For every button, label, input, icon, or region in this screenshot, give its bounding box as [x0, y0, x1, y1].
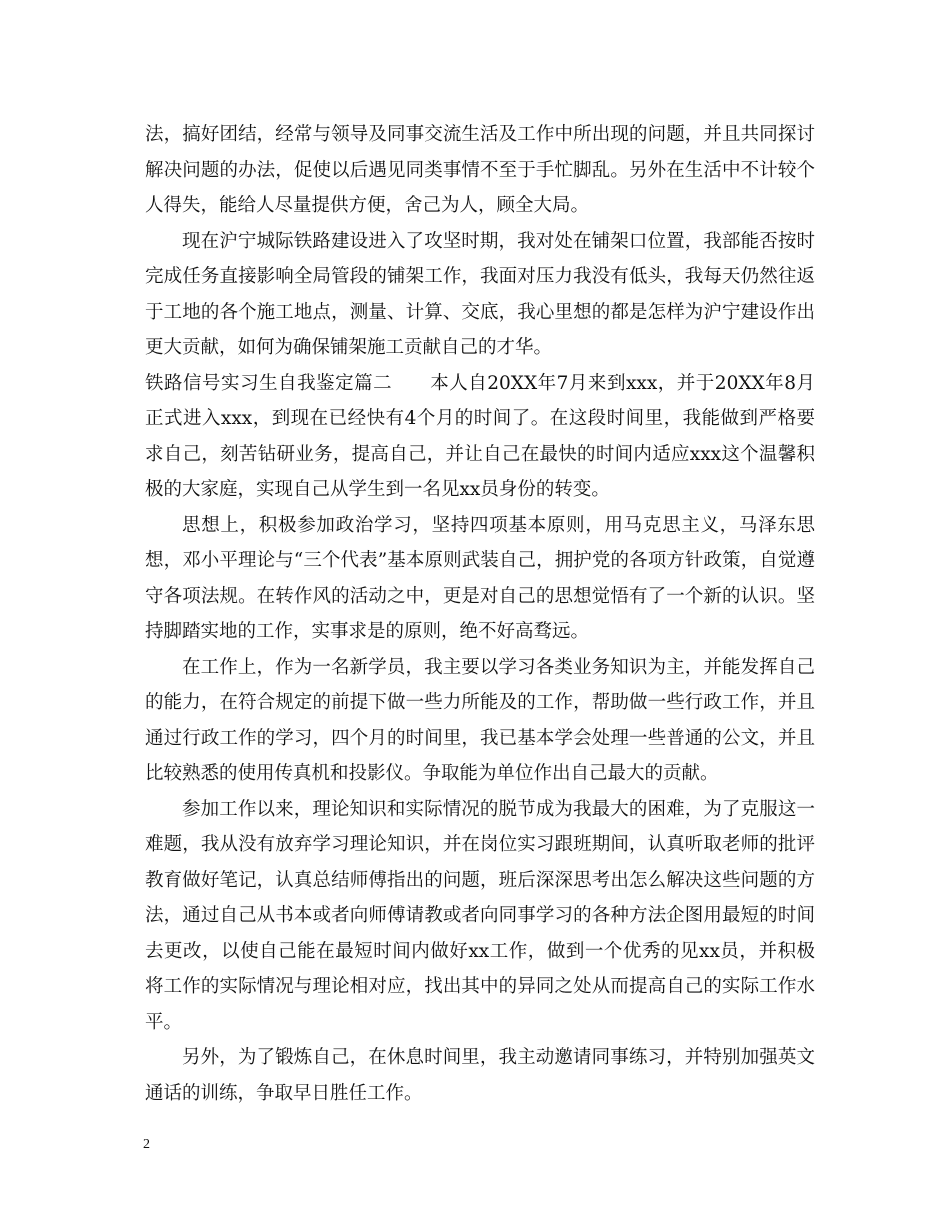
paragraph-continued: 法，搞好团结，经常与领导及同事交流生活及工作中所出现的问题，并且共同探讨解决问题的办法，促使以后遇见同类事情不至于手忙脚乱。另外在生活中不计较个人得失，能给人尽量提供方便，舍己为人，顾全大局。: [145, 124, 815, 216]
paragraph-difficulties: 参加工作以来，理论知识和实际情况的脱节成为我最大的困难，为了克服这一难题，我从没有放弃学习理论知识，并在岗位实习跟班期间，认真听取老师的批评教育做好笔记，认真总结师傅指出的问题，班后深深思考出怎么解决这些问题的方法，通过自己从书本或者向师傅请教或者向同事学习的各种方法企图用最短的时间去更改，以使自己能在最短时间内做好xx工作，做到一个优秀的见xx员，并积极将工作的实际情况与理论相对应，找出其中的异同之处从而提高自己的实际工作水平。: [145, 798, 815, 1033]
paragraph-ideology: 思想上，积极参加政治学习，坚持四项基本原则，用马克思主义，马泽东思想，邓小平理论与“三个代表”基本原则武装自己，拥护党的各项方针政策，自觉遵守各项法规。在转作风的活动之中，更是对自己的思想觉悟有了一个新的认识。坚持脚踏实地的工作，实事求是的原则，绝不好高骛远。: [145, 514, 815, 642]
document-body: [145, 117, 815, 1111]
page-number: 2: [143, 1137, 150, 1152]
paragraph-work: 在工作上，作为一名新学员，我主要以学习各类业务知识为主，并能发挥自己的能力，在符合规定的前提下做一些力所能及的工作，帮助做一些行政工作，并且通过行政工作的学习，四个月的时间里，我已基本学会处理一些普通的公文，并且比较熟悉的使用传真机和投影仪。争取能为单位作出自己最大的贡献。: [145, 656, 815, 784]
paragraph-section-two-intro: 铁路信号实习生自我鉴定篇二 本人自20XX年7月来到xxx，并于20XX年8月正式进入xxx，到现在已经快有4个月的时间了。在这段时间里，我能做到严格要求自己，刻苦钻研业务，提高自己，并让自己在最快的时间内适应xxx这个温馨积极的大家庭，实现自己从学生到一名见xx员身份的转变。: [145, 372, 815, 500]
paragraph-training: 另外，为了锻炼自己，在休息时间里，我主动邀请同事练习，并特别加强英文通话的训练，争取早日胜任工作。: [145, 1047, 815, 1104]
paragraph-railway-construction: 现在沪宁城际铁路建设进入了攻坚时期，我对处在铺架口位置，我部能否按时完成任务直接影响全局管段的铺架工作，我面对压力我没有低头，我每天仍然往返于工地的各个施工地点，测量、计算、交底，我心里想的都是怎样为沪宁建设作出更大贡献，如何为确保铺架施工贡献自己的才华。: [145, 230, 815, 358]
